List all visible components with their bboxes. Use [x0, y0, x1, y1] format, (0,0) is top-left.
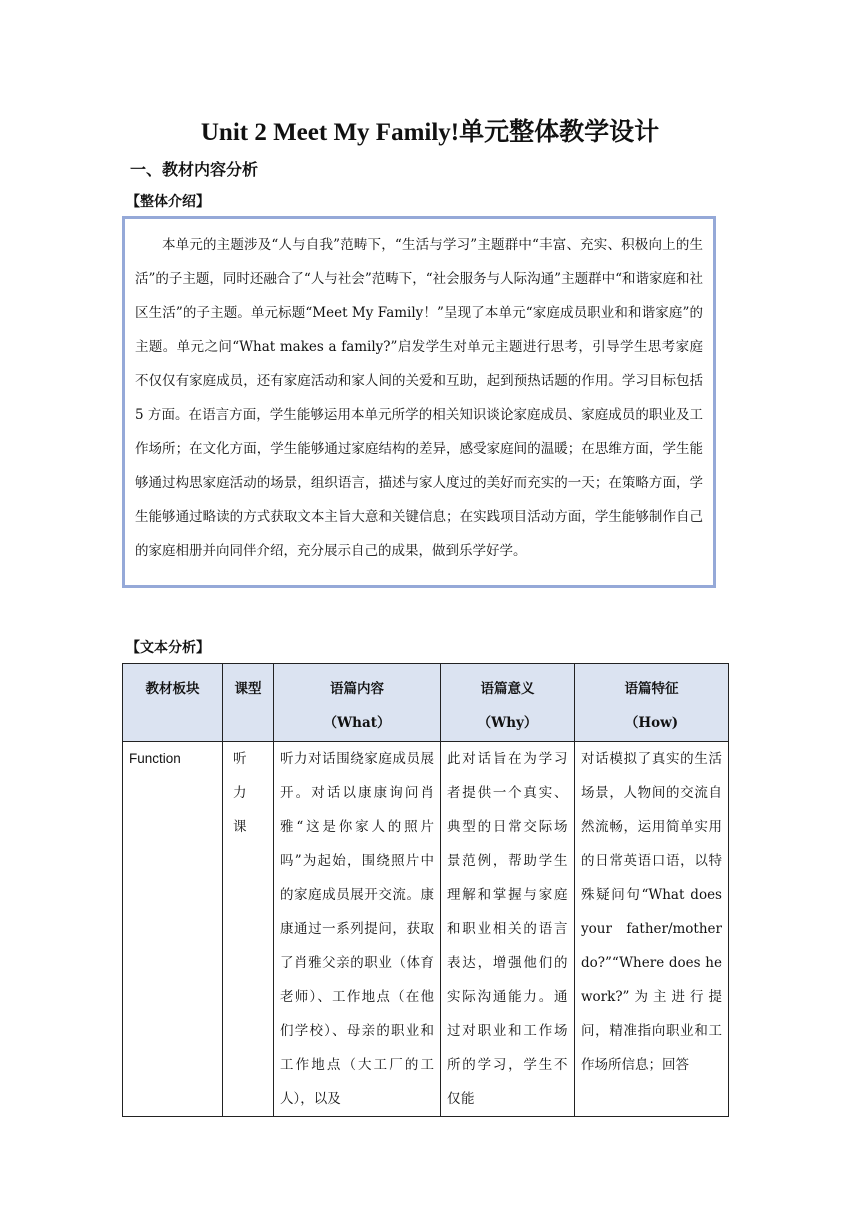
table-header-row — [123, 664, 729, 742]
header-module: 教材板块 — [123, 664, 223, 742]
text-analysis-table — [122, 663, 729, 1117]
header-what-line2: （What） — [323, 715, 391, 731]
text-analysis-heading: 【文本分析】 — [126, 640, 210, 656]
cell-what: 听力对话围绕家庭成员展开。对话以康康询问肖雅“这是你家人的照片吗”为起始，围绕照片中的家庭成员展开交流。康康通过一系列提问，获取了肖雅父亲的职业（体育老师）、工作地点（在他们学校）、母亲的职业和工作地点（大工厂的工人），以及 — [274, 742, 441, 1117]
cell-lesson-type: 听力课 — [223, 742, 274, 1117]
cell-why: 此对话旨在为学习者提供一个真实、典型的日常交际场景范例，帮助学生理解和掌握与家庭和职业相关的语言表达，增强他们的实际沟通能力。通过对职业和工作场所的学习，学生不仅能 — [441, 742, 575, 1117]
header-why-line1: 语篇意义 — [480, 681, 535, 697]
page-title: Unit 2 Meet My Family!单元整体教学设计 — [200, 119, 660, 146]
header-how-line1: 语篇特征 — [624, 681, 679, 697]
cell-module: Function — [123, 742, 223, 1117]
table-row — [123, 742, 729, 1117]
overview-heading: 【整体介绍】 — [126, 194, 210, 210]
header-why — [441, 664, 575, 742]
header-how — [575, 664, 729, 742]
header-what-line1: 语篇内容 — [330, 681, 384, 697]
header-what — [274, 664, 441, 742]
overview-box — [122, 216, 716, 588]
header-why-line2: （Why） — [477, 715, 538, 731]
section-heading: 一、教材内容分析 — [130, 160, 259, 179]
header-lesson-type: 课型 — [223, 664, 274, 742]
header-how-line2: （How) — [624, 715, 679, 731]
cell-how: 对话模拟了真实的生活场景，人物间的交流自然流畅，运用简单实用的日常英语口语，以特殊疑问句“What does your father/mother do?”“Where does he work?”为主进行提问，精准指向职业和工作场所信息；回答 — [575, 742, 729, 1117]
overview-text: 本单元的主题涉及“人与自我”范畴下，“生活与学习”主题群中“丰富、充实、积极向上的生活”的子主题，同时还融合了“人与社会”范畴下，“社会服务与人际沟通”主题群中“和谐家庭和社区生活”的子主题。单元标题“Meet My Family！”呈现了本单元“家庭成员职业和和谐家庭”的主题。单元之问“What makes a family?”启发学生对单元主题进行思考，引导学生思考家庭不仅仅有家庭成员，还有家庭活动和家人间的关爱和互助，起到预热话题的作用。学习目标包括 5 方面。在语言方面，学生能够运用本单元所学的相关知识谈论家庭成员、家庭成员的职业及工作场所；在文化方面，学生能够通过家庭结构的差异，感受家庭间的温暖；在思维方面，学生能够通过构思家庭活动的场景，组织语言，描述与家人度过的美好而充实的一天；在策略方面，学生能够通过略读的方式获取文本主旨大意和关键信息；在实践项目活动方面，学生能够制作自己的家庭相册并向同伴介绍，充分展示自己的成果，做到乐学好学。 — [135, 237, 703, 559]
